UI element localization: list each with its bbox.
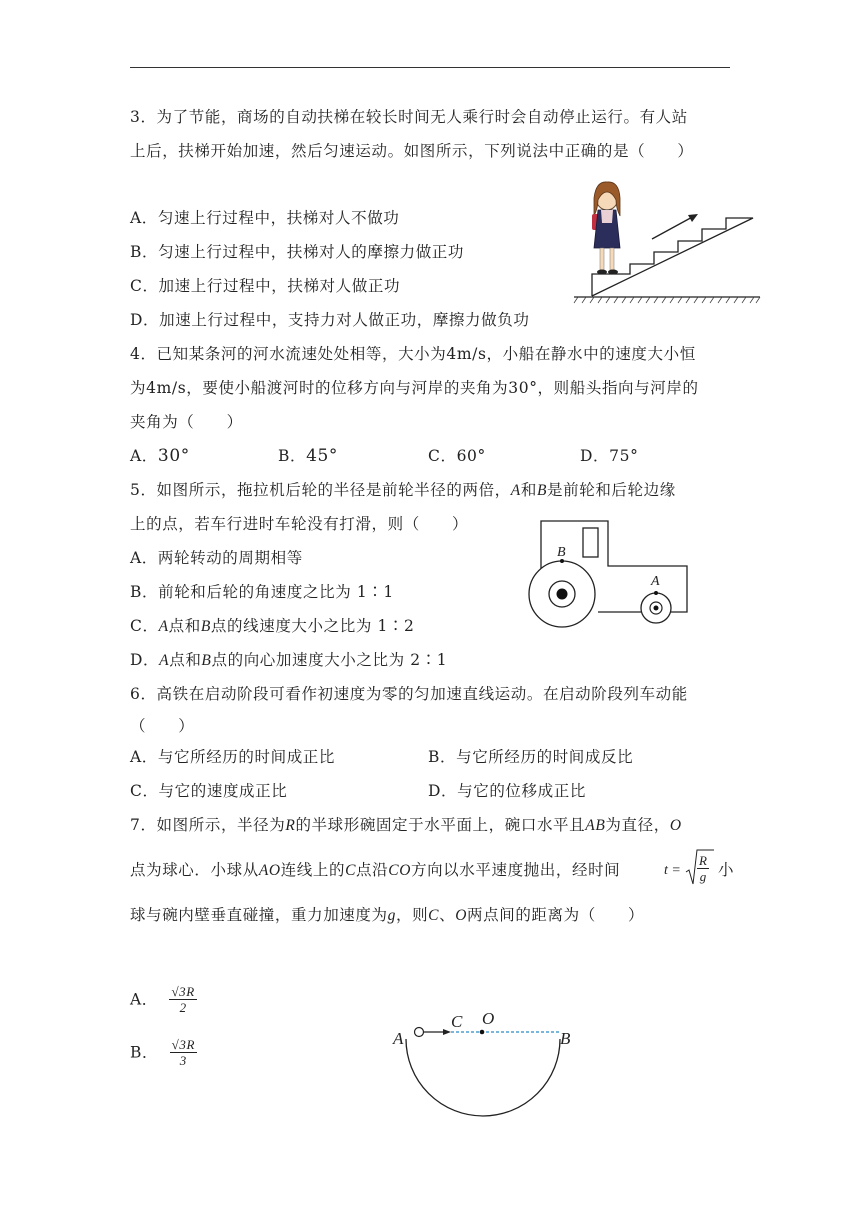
bowl-arc — [406, 1039, 560, 1116]
q4-speed-boat: 4m/s — [146, 379, 187, 397]
q7-stem-line3: 球与碗内壁垂直碰撞，重力加速度为g，则C、O两点间的距离为（ ） — [130, 906, 645, 924]
front-wheel — [641, 593, 671, 623]
label-b: B — [560, 1029, 571, 1048]
escalator-figure — [570, 178, 765, 308]
label-o: O — [482, 1009, 495, 1028]
q4-angle: 30° — [508, 379, 538, 397]
tractor-window — [583, 528, 598, 557]
q4-stem-line3: 夹角为（ ） — [130, 413, 243, 431]
q3-option-d[interactable]: D．加速上行过程中，支持力对人做正功，摩擦力做负功 — [130, 311, 530, 329]
point-a — [654, 591, 658, 595]
q3-option-a[interactable]: A．匀速上行过程中，扶梯对人不做功 — [130, 209, 400, 227]
q5-stem-line1: 5．如图所示，拖拉机后轮的半径是前轮半径的两倍，A和B是前轮和后轮边缘 — [130, 481, 676, 499]
q3-stem-line1: 3．为了节能，商场的自动扶梯在较长时间无人乘行时会自动停止运行。有人站 — [130, 108, 688, 126]
q5-option-b[interactable]: B．前轮和后轮的角速度之比为 1∶1 — [130, 583, 394, 601]
ball — [415, 1028, 424, 1037]
q5-stem-line2: 上的点，若车行进时车轮没有打滑，则（ ） — [130, 515, 469, 533]
rear-wheel — [529, 561, 595, 627]
q6-option-b[interactable]: B．与它所经历的时间成反比 — [428, 748, 634, 766]
label-a: A — [651, 574, 660, 589]
q6-stem-line1: 6．高铁在启动阶段可看作初速度为零的匀加速直线运动。在启动阶段列车动能 — [130, 685, 688, 703]
bowl-figure — [380, 1005, 590, 1125]
q3-option-b[interactable]: B．匀速上行过程中，扶梯对人的摩擦力做正功 — [130, 243, 464, 261]
q5-option-c[interactable]: C．A点和B点的线速度大小之比为 1∶2 — [130, 617, 415, 635]
q3-option-c[interactable]: C．加速上行过程中，扶梯对人做正功 — [130, 277, 401, 295]
q4-option-a[interactable]: A．30° — [130, 446, 190, 466]
girl-illustration — [592, 182, 620, 275]
q7-fraction: $\frac{R}{g}$ — [699, 853, 707, 884]
q4-stem-line2: 为4m/s，要使小船渡河时的位移方向与河岸的夹角为30°，则船头指向与河岸的 — [130, 379, 699, 397]
q5-option-a[interactable]: A．两轮转动的周期相等 — [130, 549, 303, 567]
q4-option-b[interactable]: B．45° — [278, 446, 339, 466]
q7-option-a[interactable]: A． $\frac{√3R}{2}$ — [130, 984, 195, 1015]
header-rule — [130, 67, 730, 68]
q7-stem-line2: 点为球心．小球从AO连线上的C点沿CO方向以水平速度抛出，经时间 — [130, 861, 621, 879]
direction-arrow — [652, 215, 696, 239]
q4-stem-line1: 4．已知某条河的河水流速处处相等，大小为4m/s，小船在静水中的速度大小恒 — [130, 345, 696, 363]
q3-stem-line2: 上后，扶梯开始加速，然后匀速运动。如图所示，下列说法中正确的是（ ） — [130, 142, 694, 160]
ground-hatch — [574, 297, 760, 303]
q6-stem-line2: （ ） — [130, 717, 195, 735]
q4-speed-river: 4m/s — [446, 345, 487, 363]
q7-option-b[interactable]: B． $\frac{√3R}{3}$ — [130, 1037, 196, 1068]
q4-option-c[interactable]: C．60° — [428, 447, 486, 465]
label-a: A — [393, 1029, 404, 1048]
tractor-figure — [520, 514, 700, 634]
q5-option-d[interactable]: D．A点和B点的向心加速度大小之比为 2∶1 — [130, 651, 448, 669]
center-point — [480, 1030, 485, 1035]
label-c: C — [451, 1012, 463, 1031]
q4-option-d[interactable]: D．75° — [580, 447, 639, 465]
q6-option-d[interactable]: D．与它的位移成正比 — [428, 782, 586, 800]
q6-option-c[interactable]: C．与它的速度成正比 — [130, 782, 288, 800]
q7-stem-line1: 7．如图所示，半径为R的半球形碗固定于水平面上，碗口水平且AB为直径，O — [130, 816, 682, 834]
label-b: B — [557, 545, 566, 560]
q6-option-a[interactable]: A．与它所经历的时间成正比 — [130, 748, 335, 766]
